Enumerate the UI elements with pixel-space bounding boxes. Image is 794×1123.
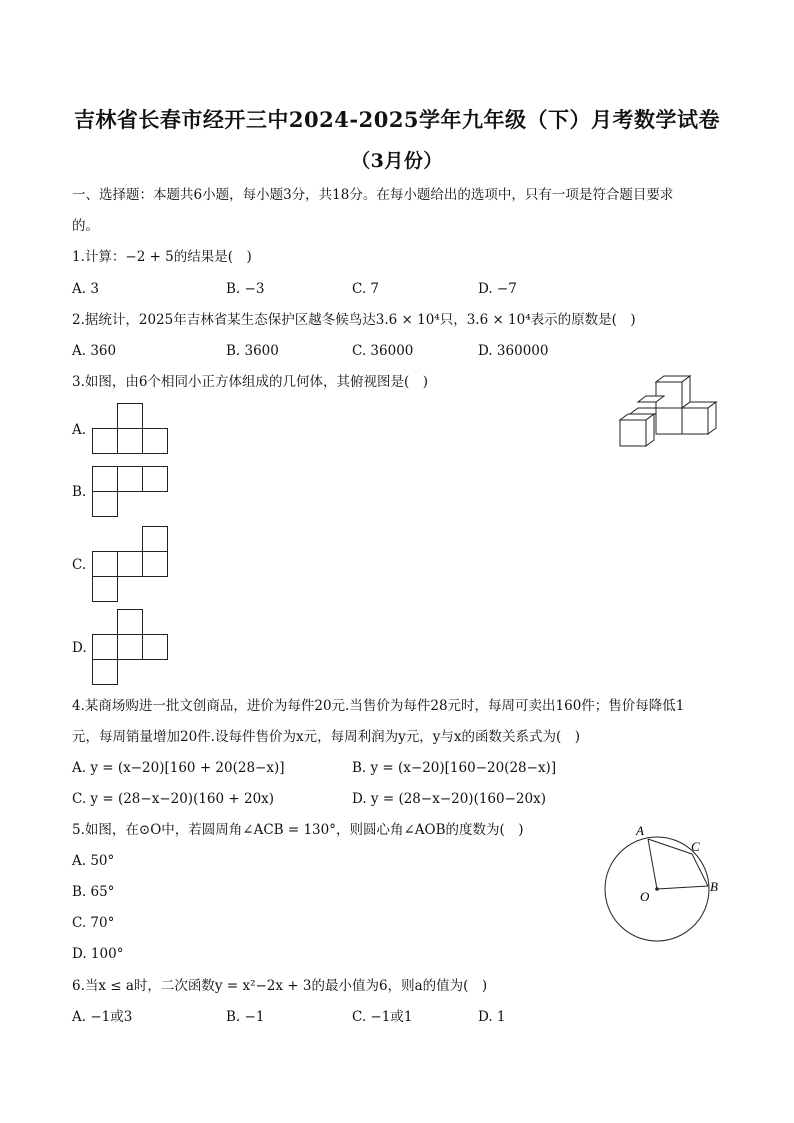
q5-stem: 5.如图，在⊙O中，若圆周角∠ACB = 130°，则圆心角∠AOB的度数为( ) [72,822,524,838]
q4-stem-line1: 4.某商场购进一批文创商品，进价为每件20元.当售价为每件28元时，每周可卖出160件；售价每降低1 [72,698,685,714]
q3-option-d-figure[interactable] [92,609,168,685]
point-o-label: O [640,889,650,904]
q3-option-a-figure[interactable] [92,403,168,454]
q3-option-d[interactable]: D. [72,640,87,656]
q2-option-c[interactable]: C. 36000 [352,343,414,359]
q6-stem: 6.当x ≤ a时，二次函数y = x²−2x + 3的最小值为6，则a的值为( ) [72,978,488,994]
q2-option-d[interactable]: D. 360000 [478,343,549,359]
q6-option-d[interactable]: D. 1 [478,1009,506,1025]
q2-option-a[interactable]: A. 360 [72,343,117,359]
q5-option-c[interactable]: C. 70° [72,915,115,931]
q3-option-b[interactable]: B. [72,484,87,500]
point-c-label: C [691,839,700,854]
q6-option-a[interactable]: A. −1或3 [72,1009,133,1025]
point-b-label: B [710,879,718,894]
q5-option-d[interactable]: D. 100° [72,946,124,962]
q3-option-c-figure[interactable] [92,526,168,602]
section-instructions: 一、选择题：本题共6小题，每小题3分，共18分。在每小题给出的选项中，只有一项是符合题目要求 [72,187,674,203]
point-a-label: A [636,823,644,838]
q4-option-c[interactable]: C. y = (28−x−20)(160 + 20x) [72,791,275,807]
q2-option-b[interactable]: B. 3600 [226,343,279,359]
q4-option-d[interactable]: D. y = (28−x−20)(160−20x) [352,791,546,807]
q4-option-a[interactable]: A. y = (x−20)[160 + 20(28−x)] [72,760,285,776]
q6-option-b[interactable]: B. −1 [226,1009,265,1025]
q3-option-c[interactable]: C. [72,557,87,573]
q5-option-b[interactable]: B. 65° [72,884,115,900]
q4-stem-line2: 元，每周销量增加20件.设每件售价为x元，每周利润为y元，y与x的函数关系式为( ) [72,729,580,745]
q6-option-c[interactable]: C. −1或1 [352,1009,413,1025]
exam-subtitle: （3月份） [351,150,443,172]
exam-title: 吉林省长春市经开三中2024-2025学年九年级（下）月考数学试卷 [73,107,721,132]
section-instructions-cont: 的。 [72,218,99,234]
q1-option-c[interactable]: C. 7 [352,281,380,297]
q3-option-a[interactable]: A. [72,422,87,438]
q3-stem: 3.如图，由6个相同小正方体组成的几何体，其俯视图是( ) [72,374,429,390]
q5-option-a[interactable]: A. 50° [72,853,115,869]
q1-option-d[interactable]: D. −7 [478,281,517,297]
q4-option-b[interactable]: B. y = (x−20)[160−20(28−x)] [352,760,557,776]
q1-option-b[interactable]: B. −3 [226,281,265,297]
q1-option-a[interactable]: A. 3 [72,281,99,297]
q3-option-b-figure[interactable] [92,466,168,517]
q5-circle-figure [600,820,730,945]
q2-stem: 2.据统计，2025年吉林省某生态保护区越冬候鸟达3.6 × 10⁴只，3.6 × 10⁴表示的原数是( ) [72,312,636,328]
q1-stem: 1.计算：−2 + 5的结果是( ) [72,249,252,265]
q3-solid-figure [618,376,722,446]
